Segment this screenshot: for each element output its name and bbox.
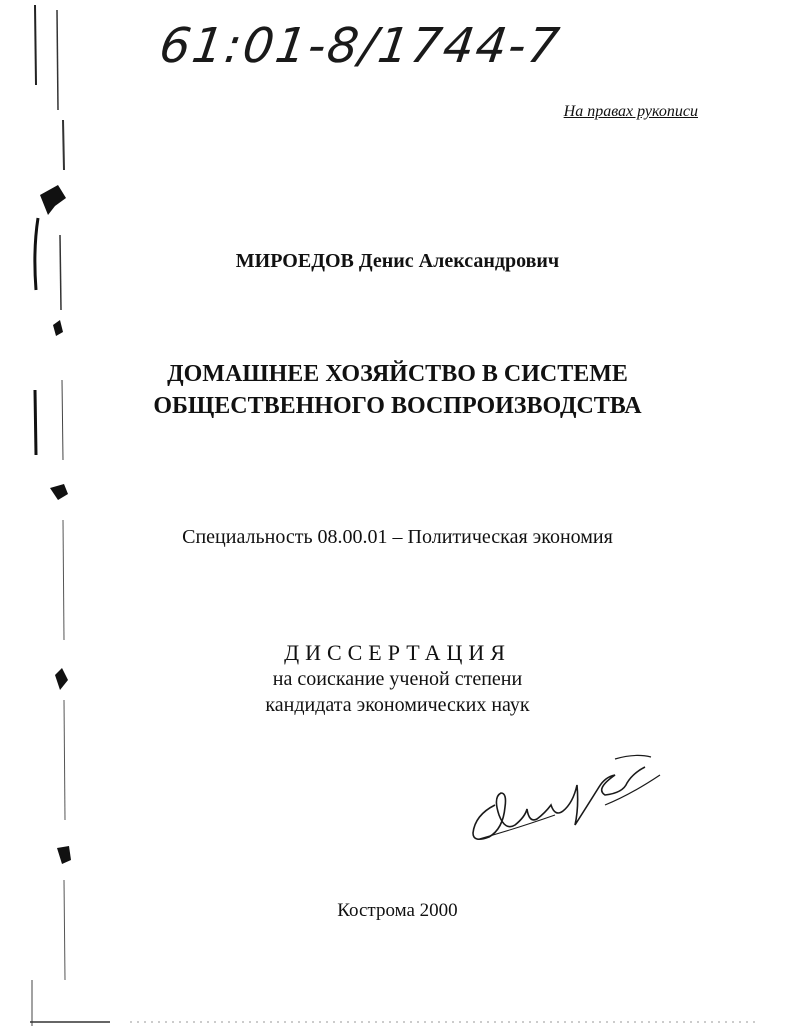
degree-line-2: кандидата экономических наук: [265, 694, 530, 716]
title-line-2: ОБЩЕСТВЕННОГО ВОСПРОИЗВОДСТВА: [153, 393, 642, 419]
title-line-1: ДОМАШНЕЕ ХОЗЯЙСТВО В СИСТЕМЕ: [167, 361, 628, 387]
scan-bottom-edge: [0, 1010, 795, 1026]
scan-edge-marks: [0, 0, 80, 1026]
archive-catalog-number: 61:01-8/1744-7: [156, 18, 565, 74]
city-year: Кострома 2000: [337, 900, 458, 921]
degree-block: [0, 640, 795, 718]
dissertation-title: [0, 358, 795, 422]
degree-line-1: на соискание ученой степени: [272, 668, 523, 690]
degree-heading: ДИССЕРТАЦИЯ: [284, 640, 511, 665]
rights-notice: На правах рукописи: [563, 103, 698, 120]
handwritten-signature: [455, 745, 675, 865]
author-name: МИРОЕДОВ Денис Александрович: [235, 250, 560, 272]
specialty-line: Специальность 08.00.01 – Политическая экономия: [182, 526, 613, 548]
